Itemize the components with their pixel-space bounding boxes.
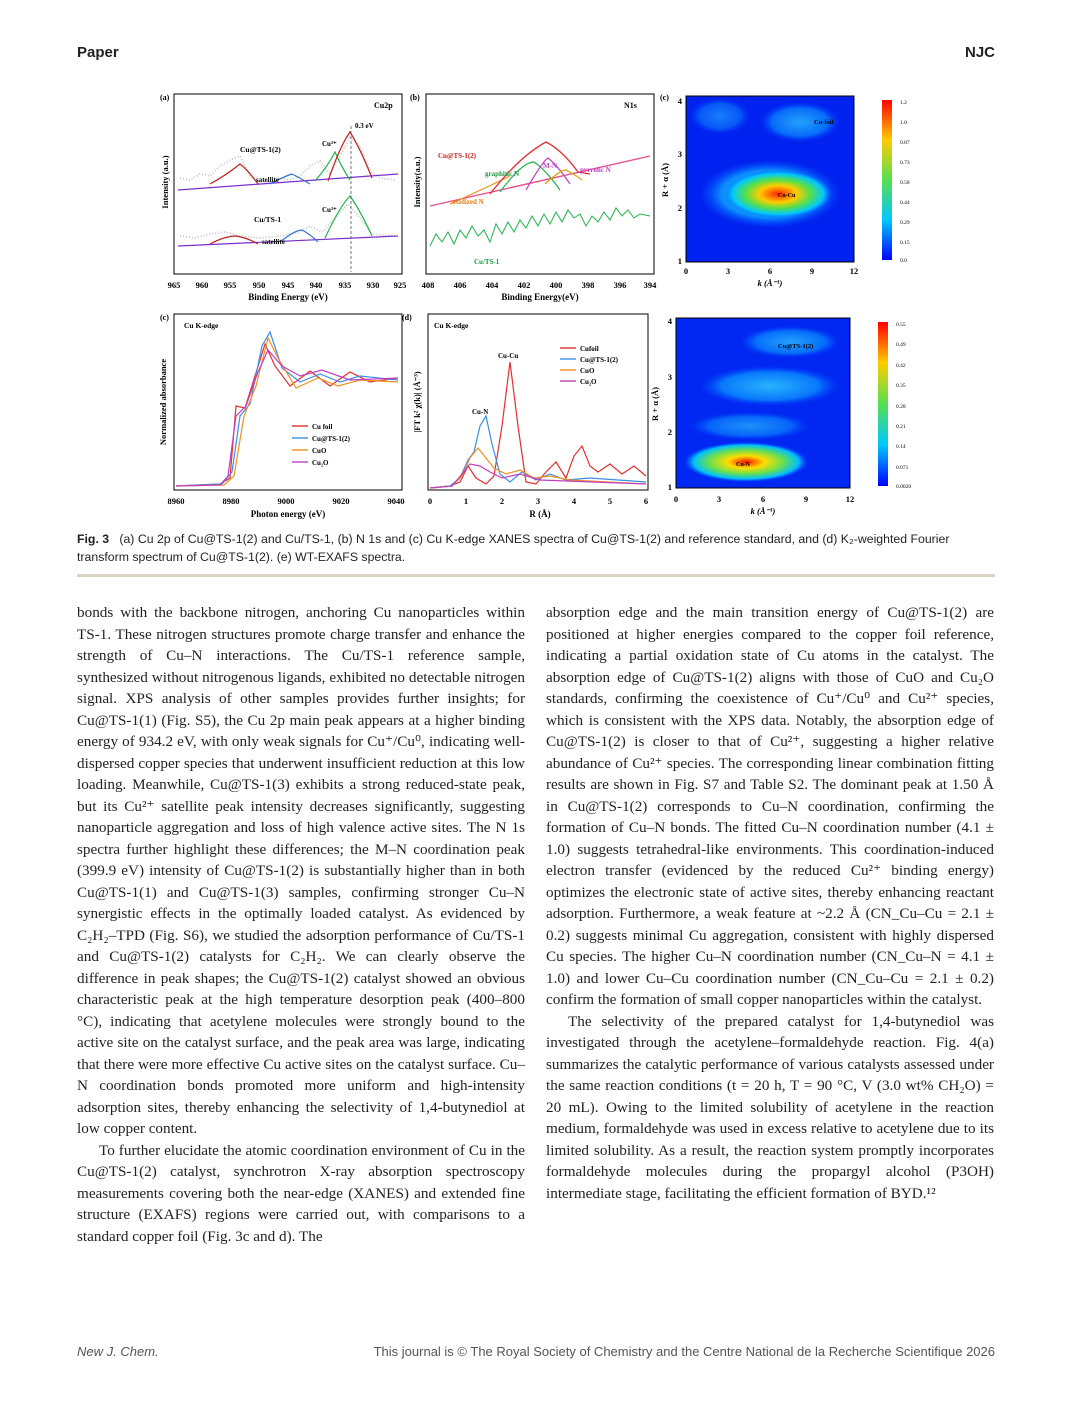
- panel-d-peak-cucu: Cu-Cu: [498, 352, 519, 360]
- panel-e-cb-0: 0.55: [896, 322, 906, 328]
- panel-d-legend-0: Cufoil: [580, 345, 599, 353]
- panel-a-sample1: Cu@TS-1(2): [240, 145, 281, 154]
- panel-a-tick-5: 940: [309, 280, 323, 290]
- panel-b-oxidized: oxidized N: [452, 198, 484, 206]
- panel-c-top-peak: Cu-Cu: [778, 193, 796, 199]
- panel-a-sat2: satellite: [262, 238, 285, 246]
- panel-c-top-xtick-0: 0: [683, 266, 689, 276]
- panel-a-sample2: Cu/TS-1: [254, 215, 282, 224]
- panel-e-xtick-1: 3: [716, 494, 722, 504]
- panel-b-ylabel: Intensity(a.u.): [412, 156, 422, 208]
- panel-e-ylabel: R + α (Å): [650, 387, 660, 421]
- panel-d-peak-cun: Cu-N: [472, 408, 489, 416]
- panel-c-top-cb-6: 0.29: [900, 220, 910, 226]
- panel-e-ytick-0: 1: [667, 482, 672, 492]
- panel-c-top-cb-0: 1.2: [900, 100, 907, 106]
- panel-e-xtick-3: 9: [803, 494, 809, 504]
- panel-c-top-ytick-0: 1: [677, 256, 682, 266]
- panel-c-top-cb-5: 0.44: [900, 200, 910, 206]
- panel-a-shift: 0.3 eV: [355, 122, 374, 130]
- panel-a-tick-8: 925: [393, 280, 407, 290]
- panel-c-top-xlabel: k (Å⁻¹): [757, 278, 783, 288]
- panel-e-xtick-0: 0: [673, 494, 679, 504]
- panel-b-corner: N1s: [624, 101, 637, 110]
- caption-divider: [77, 574, 995, 577]
- right-column: [546, 602, 994, 1204]
- caption-text: (a) Cu 2p of Cu@TS-1(2) and Cu/TS-1, (b) N 1s and (c) Cu K-edge XANES spectra of Cu@TS-1(2) and reference standard, and (d) K₂-weighted Fourier transform spectrum of Cu@TS-1(2). (e) WT-EXAFS spectra.: [77, 532, 950, 564]
- right-paragraph-2: The selectivity of the prepared catalyst for 1,4-butynediol was investigated through the acetylene–formaldehyde reaction. Fig. 4(a) summarizes the catalytic performance of various catalysts assessed under the same reaction conditions (t = 20 h, T = 90 °C, V (3.0 wt% CH₂O) = 20 mL). Owing to the limited solubility of acetylene in the reaction medium, formaldehyde was used in excess relative to acetylene due to its limited solubility. As a result, the reaction system promptly incorporates formaldehyde molecules during the propargyl alcohol (P3OH) intermediate stage, facilitating the efficient formation of BYD.¹²: [546, 1012, 994, 1202]
- panel-c-legend-2: CuO: [312, 447, 327, 455]
- panel-a-cu2b: Cu²⁺: [322, 206, 337, 214]
- panel-c-top-cb-1: 1.0: [900, 120, 907, 126]
- panel-c-top-xtick-1: 3: [725, 266, 731, 276]
- panel-e-xtick-4: 12: [845, 494, 855, 504]
- panel-d-corner: Cu K-edge: [434, 321, 469, 330]
- panel-e-cb-1: 0.49: [896, 342, 906, 348]
- panel-e-cb-8: 0.0020: [896, 484, 912, 490]
- panel-c-top-xtick-3: 9: [809, 266, 815, 276]
- panel-c-wt-cufoil: [660, 93, 910, 288]
- panel-e-wt-sample: [650, 316, 911, 516]
- panel-d-tick-4: 4: [571, 496, 577, 506]
- panel-c-tick-3: 9020: [332, 496, 350, 506]
- panel-b-graphitic: graphitic N: [485, 170, 520, 178]
- footer-copyright: This journal is © The Royal Society of Chemistry and the Centre National de la Recherche Scientifique 2026: [373, 1344, 995, 1359]
- panel-b-sample2: Cu/TS-1: [474, 258, 500, 266]
- panel-d-tick-2: 2: [499, 496, 505, 506]
- panel-c-top-ylabel: R + α (Å): [660, 163, 670, 197]
- panel-a-sat1: satellite: [256, 176, 279, 184]
- panel-a-tick-0: 965: [167, 280, 181, 290]
- panel-a-cu2p: [160, 93, 406, 302]
- panel-e-cb-7: 0.071: [896, 465, 909, 471]
- panel-d-ft-exafs: [402, 313, 648, 519]
- panel-b-tick-4: 400: [549, 280, 563, 290]
- panel-e-xlabel: k (Å⁻¹): [750, 506, 776, 516]
- panel-c-top-cb-7: 0.15: [900, 240, 910, 246]
- header-journal-section: Paper: [77, 44, 119, 61]
- panel-b-label: (b): [410, 93, 420, 102]
- panel-c-top-sample: Cu-foil: [814, 119, 834, 126]
- panel-d-tick-5: 5: [607, 496, 613, 506]
- panel-e-cb-5: 0.21: [896, 424, 906, 430]
- panel-d-legend-1: Cu@TS-1(2): [580, 356, 619, 364]
- panel-c-xanes: [158, 313, 405, 519]
- panel-c-tick-2: 9000: [277, 496, 295, 506]
- panel-c-legend-1: Cu@TS-1(2): [312, 435, 351, 443]
- panel-b-pyrrolic: pyrrolic N: [580, 166, 611, 174]
- panel-b-n1s: [410, 93, 657, 302]
- panel-a-tick-3: 950: [252, 280, 266, 290]
- panel-b-tick-2: 404: [485, 280, 499, 290]
- panel-c-top-ytick-1: 2: [677, 203, 682, 213]
- panel-c-tick-0: 8960: [167, 496, 185, 506]
- panel-d-tick-0: 0: [427, 496, 433, 506]
- panel-c-corner: Cu K-edge: [184, 321, 219, 330]
- panel-c-top-cb-2: 0.87: [900, 140, 910, 146]
- panel-d-ylabel: |FT k² χ(k)| (Å⁻³): [412, 371, 422, 433]
- panel-a-ylabel: Intensity (a.u.): [160, 155, 170, 209]
- figure-caption: [77, 530, 995, 566]
- panel-d-tick-3: 3: [535, 496, 541, 506]
- right-paragraph-1: absorption edge and the main transition energy of Cu@TS-1(2) are positioned at higher energies compared to the copper foil reference, indicating a partial oxidation state of Cu atoms in the catalyst. The absorption edge of Cu@TS-1(2) aligns with those of CuO and Cu₂O standards, confirming the coexistence of Cu⁺/Cu⁰ and Cu²⁺ species, which is consistent with the XPS data. Notably, the absorption edge of Cu@TS-1(2) is closer to that of Cu²⁺, suggesting a higher relative abundance of Cu²⁺ species. The corresponding linear combination fitting results are shown in Fig. S7 and Table S2. The dominant peak at 1.50 Å in Cu@TS-1(2) corresponds to Cu–N coordination, confirming the formation of Cu–N bonds. The fitted Cu–N coordination number (4.1 ± 1.0) suggests tetrahedral-like environments. This coordination-induced electron transfer (evidenced by the reduced Cu²⁺ binding energy) optimizes the electronic state of active sites, thereby enhancing reactant adsorption. Furthermore, a weak feature at ~2.2 Å (CN_Cu–Cu = 2.1 ± 0.2) suggests minimal Cu aggregation, consistent with highly dispersed Cu species. The higher Cu–N coordination number (CN_Cu–N = 4.1 ± 1.0) and lower Cu–Cu coordination number (CN_Cu–Cu = 2.1 ± 0.2) confirm the formation of small copper nanoparticles within the catalyst.: [546, 604, 994, 1008]
- panel-c-top-xtick-2: 6: [767, 266, 773, 276]
- panel-e-sample: Cu@TS-1(2): [778, 343, 814, 350]
- panel-b-sample1: Cu@TS-1(2): [438, 152, 477, 160]
- panel-b-tick-1: 406: [453, 280, 467, 290]
- panel-e-peak: Cu-N: [736, 462, 751, 468]
- panel-e-cb-4: 0.28: [896, 404, 906, 410]
- panel-c-tick-4: 9040: [387, 496, 405, 506]
- panel-c-top-ytick-2: 3: [677, 149, 682, 159]
- panel-a-tick-1: 960: [195, 280, 209, 290]
- panel-c-top-cb-4: 0.58: [900, 180, 910, 186]
- footer-journal: New J. Chem.: [77, 1344, 159, 1359]
- panel-c-top-colorbar: [882, 100, 892, 260]
- panel-c-label: (c): [160, 313, 169, 322]
- panel-d-legend-2: CuO: [580, 367, 595, 375]
- panel-d-tick-1: 1: [463, 496, 469, 506]
- panel-c-top-xtick-4: 12: [849, 266, 859, 276]
- panel-c-top-cb-8: 0.0: [900, 258, 907, 264]
- panel-b-tick-0: 408: [421, 280, 435, 290]
- panel-d-legend-3: Cu₂O: [580, 378, 597, 386]
- panel-c-legend-3: Cu₂O: [312, 459, 329, 467]
- panel-b-tick-7: 394: [643, 280, 657, 290]
- panel-e-colorbar: [878, 322, 888, 486]
- panel-d-label: (d): [402, 313, 412, 322]
- panel-e-cb-6: 0.14: [896, 444, 906, 450]
- panel-b-mn: M-N: [543, 162, 557, 170]
- panel-e-cb-2: 0.42: [896, 363, 906, 369]
- panel-c-legend-0: Cu foil: [312, 423, 333, 431]
- panel-c-xlabel: Photon energy (eV): [250, 509, 326, 519]
- panel-d-xlabel: R (Å): [529, 509, 551, 519]
- panel-c-top-label: (c): [660, 93, 669, 102]
- panel-b-xlabel: Binding Energy(eV): [501, 292, 579, 302]
- panel-b-tick-5: 398: [581, 280, 595, 290]
- panel-c-tick-1: 8980: [222, 496, 240, 506]
- panel-c-top-ytick-3: 4: [677, 96, 682, 106]
- panel-b-tick-3: 402: [517, 280, 531, 290]
- caption-label: Fig. 3: [77, 532, 110, 546]
- header-journal-name: NJC: [964, 44, 995, 61]
- panel-a-label: (a): [160, 93, 170, 102]
- panel-a-tick-4: 945: [281, 280, 295, 290]
- panel-e-ytick-3: 4: [667, 316, 672, 326]
- panel-a-tick-6: 935: [338, 280, 352, 290]
- panel-a-tick-2: 955: [223, 280, 237, 290]
- panel-e-ytick-1: 2: [667, 427, 672, 437]
- panel-a-cu2a: Cu²⁺: [322, 140, 337, 148]
- left-paragraph-1: bonds with the backbone nitrogen, anchoring Cu nanoparticles within TS-1. These nitrogen structures promote charge transfer and enhance the strength of Cu–N interactions. The Cu/TS-1 reference sample, synthesized without nitrogenous ligands, exhibited no detectable nitrogen signal. XPS analysis of other samples provides further insights; for Cu@TS-1(1) (Fig. S5), the Cu 2p main peak appears at a higher binding energy of 934.2 eV, with only weak signals for Cu⁺/Cu⁰, indicating well-dispersed copper species that underwent insufficient reduction at this low loading. Meanwhile, Cu@TS-1(3) exhibits a strong reduced-state peak, but its Cu²⁺ satellite peak intensity decreases significantly, suggesting nanoparticle aggregation and loss of high valence active sites. The N 1s spectra further highlight these differences; the M–N coordination peak (399.9 eV) intensity of Cu@TS-1(2) is substantially higher than in both Cu@TS-1(1) and Cu@TS-1(3) samples, confirming stronger Cu–N synergistic effects in the optimally loaded catalyst. As evidenced by C₂H₂–TPD (Fig. S6), we studied the adsorption performance of Cu/TS-1 and Cu@TS-1(2) catalysts for C₂H₂. We can clearly observe the difference in peak shapes; the Cu@TS-1(2) catalyst showed an obvious characteristic peak at the high temperature desorption peak (400–800 °C), indicating that acetylene molecules were strongly bound to the active site on the catalyst surface, and the peak area was large, indicating that there were more effective Cu active sites on the catalyst surface. Cu–N coordination bonds promoted more uniform and high-intensity adsorption sites, thereby enhancing the selectivity of 1,4-butynediol at low copper content.: [77, 604, 525, 1137]
- left-column: [77, 602, 525, 1247]
- panel-a-xlabel: Binding Energy (eV): [248, 292, 328, 302]
- left-paragraph-2: To further elucidate the atomic coordination environment of Cu in the Cu@TS-1(2) catalyst, synchrotron X-ray absorption spectroscopy measurements covering both the near-edge (XANES) and extended fine structure (EXAFS) regions were carried out, with comparisons to a standard copper foil (Fig. 3c and d). The: [77, 1141, 525, 1245]
- panel-e-ytick-2: 3: [667, 372, 672, 382]
- panel-a-tick-7: 930: [366, 280, 380, 290]
- panel-e-cb-3: 0.35: [896, 383, 906, 389]
- panel-c-ylabel: Normalized absorbance: [158, 358, 168, 446]
- panel-d-tick-6: 6: [643, 496, 649, 506]
- panel-a-corner: Cu2p: [374, 101, 393, 110]
- panel-e-xtick-2: 6: [760, 494, 766, 504]
- panel-b-tick-6: 396: [613, 280, 627, 290]
- panel-c-top-cb-3: 0.73: [900, 160, 910, 166]
- figure-3: [150, 86, 1000, 526]
